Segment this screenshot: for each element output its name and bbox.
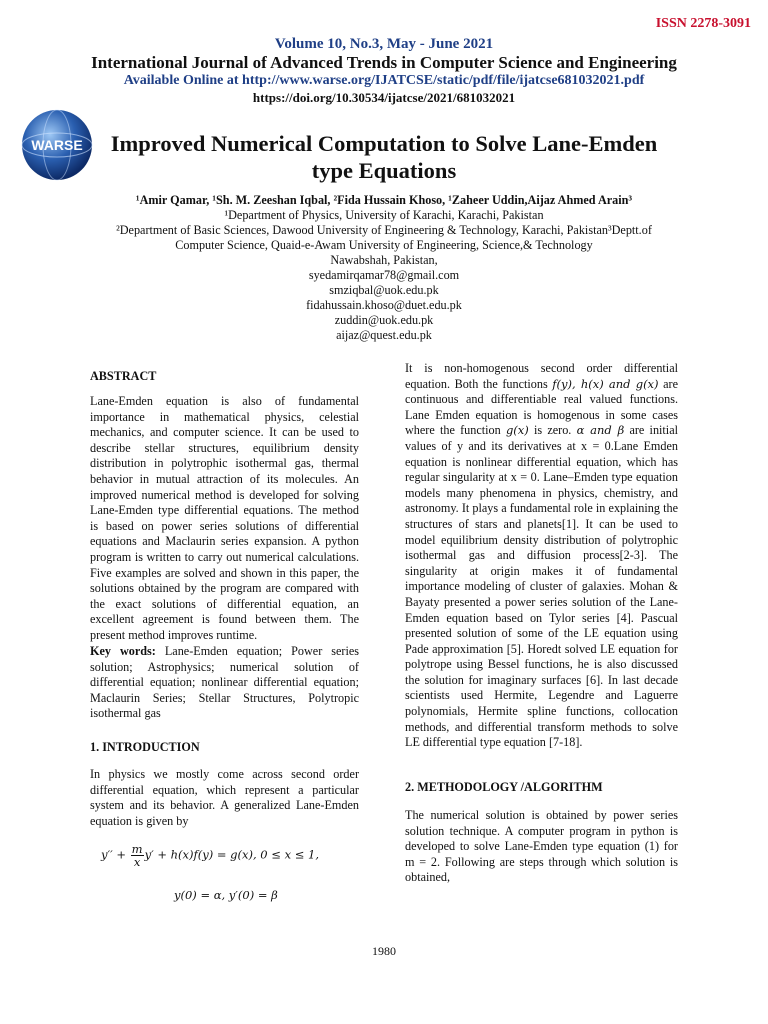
affiliation-line: ²Department of Basic Sciences, Dawood University of Engineering & Technology, Karachi, Pakistan³Deptt.of: [116, 223, 652, 237]
email-line: smziqbal@uok.edu.pk: [329, 283, 439, 297]
email-line: zuddin@uok.edu.pk: [334, 313, 434, 327]
available-online-link[interactable]: Available Online at http://www.warse.org/IJATCSE/static/pdf/file/ijatcse681032021.pdf: [123, 73, 645, 88]
page-number: 1980: [372, 944, 396, 958]
methodology-text: The numerical solution is obtained by power series solution technique. A computer program in python is developed to solve Lane-Emden type equation (1) for m = 2. Following are steps through which solution is obtained,: [405, 808, 678, 885]
initial-conditions: y(0) = α, y′(0) = β: [174, 888, 278, 902]
keywords-text: Lane-Emden equation; Power series solution; Astrophysics; numerical solution of differential equation; nonlinear differential equation; Maclaurin Series; Stellar Structures, Polytropic isothermal gas: [90, 644, 359, 721]
warse-logo: [20, 108, 94, 182]
methodology-heading: 2. METHODOLOGY /ALGORITHM: [405, 780, 603, 794]
affiliation-line: Computer Science, Quaid-e-Awam University of Engineering, Science,& Technology: [175, 238, 593, 252]
abstract-text: Lane-Emden equation is also of fundamental importance in mathematical physics, celestial mechanics, and computer science. It can be used to describe stellar structures, equilibrium density distribution in polytrophic isothermal gas, thermal behavior in mutual attraction of its molecules. An improved numerical method is developed for solving Lane-Emden type differential equations. The method is based on power series solutions of differential equations and Maclaurin series expansion. A python program is written to carry out numerical calculations. Five examples are solved and shown in this paper, the solutions obtained by the program are compared with the exact solutions of differential equation, an excellent agreement is found between them. The present method improves runtime.: [90, 394, 359, 642]
introduction-continued: It is non-homogenous second order differential equation. Both the functions f(y), h(x) and g(x) are continuous and differentiable real valued functions. Lane Emden equation is homogenous in some cases where the function g(x) is zero. α and β are initial values of y and its derivatives at x = 0.Lane Emden equation is nonlinear differential equation, which has regular singularity at x = 0. Lane–Emden type equation models many phenomena in physics, chemistry, and astronomy. It plays a fundamental role in explaining the structures of stars and planets[1]. It can be used to model equilibrium density distribution of polytrophic isothermal gas and diffusion process[2-3]. The singularity at origin makes it of fundamental importance modeling of cluster of galaxies. Mohan & Bayaty presented a power series solution of the Lane-Emden equation based on Tylor series [4]. Pascual presented solution of some of the LE equation using Pade approximation [5]. Horedt solved LE equation for polytrope using Bessel functions, he is also discussed the solution for imaginary surfaces [6]. In last decade scientists used Hermite, Legendre and Laguerre polynomials, Hermite spline functions, collocation methods, and differential transform methods to solve LE differential type equation [7-18].: [405, 361, 678, 750]
intro-text: In physics we mostly come across second order differential equation, which represent a particular system and its behavior. A generalized Lane-Emden equation is given by: [90, 767, 359, 828]
abstract-heading: ABSTRACT: [90, 369, 157, 383]
authors: ¹Amir Qamar, ¹Sh. M. Zeeshan Iqbal, ²Fida Hussain Khoso, ¹Zaheer Uddin,Aijaz Ahmed Arain³: [135, 193, 633, 207]
keywords-label: Key words:: [90, 644, 156, 658]
journal-name: International Journal of Advanced Trends in Computer Science and Engineering: [91, 53, 677, 72]
email-line: aijaz@quest.edu.pk: [336, 328, 432, 342]
paper-title-line1: Improved Numerical Computation to Solve Lane-Emden: [110, 131, 658, 156]
keywords: [90, 644, 359, 722]
email-line: fidahussain.khoso@duet.edu.pk: [306, 298, 462, 312]
lane-emden-equation: y′′ + $\frac{m}{x}$ y′ + h(x)f(y) = g(x), 0 ≤ x ≤ 1,: [101, 842, 319, 869]
doi-link[interactable]: https://doi.org/10.30534/ijatcse/2021/681032021: [252, 90, 516, 105]
volume-info: Volume 10, No.3, May - June 2021: [274, 36, 494, 52]
paper-title: [100, 130, 668, 184]
warse-logo-text: WARSE: [31, 137, 83, 153]
affiliation-line: ¹Department of Physics, University of Karachi, Karachi, Pakistan: [224, 208, 544, 222]
email-line: syedamirqamar78@gmail.com: [308, 268, 460, 282]
issn: ISSN 2278-3091: [655, 16, 751, 31]
affiliation-line: Nawabshah, Pakistan,: [330, 253, 438, 267]
paper-title-line2: type Equations: [311, 158, 457, 183]
intro-heading: 1. INTRODUCTION: [90, 740, 200, 754]
